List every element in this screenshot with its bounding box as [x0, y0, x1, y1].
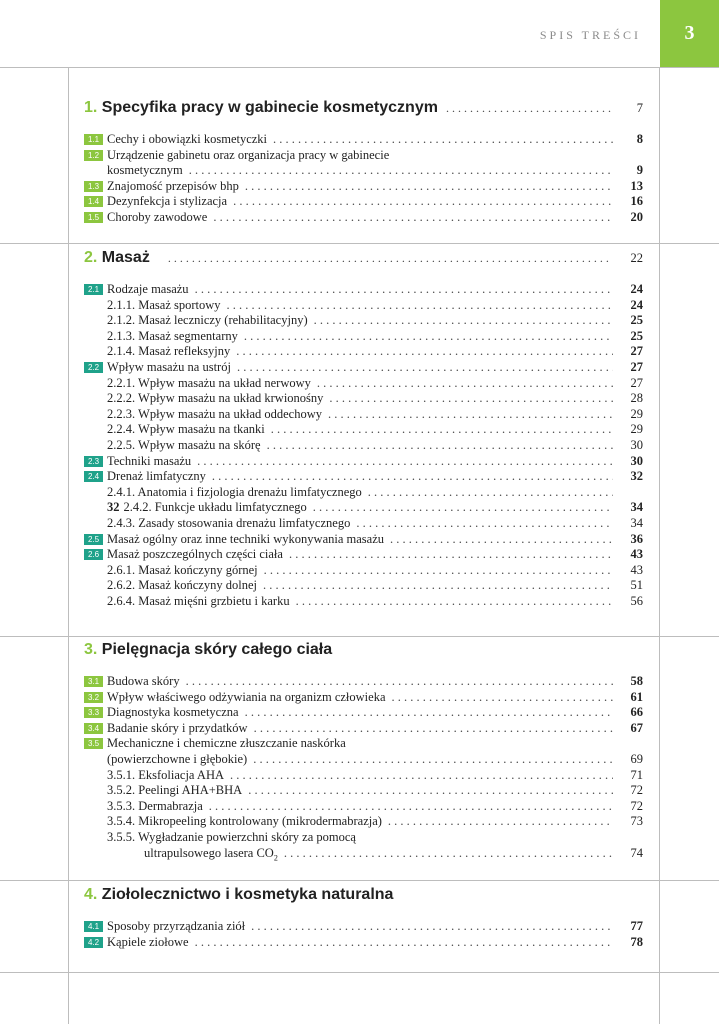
toc-entry[interactable]	[84, 782, 643, 798]
entry-title	[107, 312, 308, 328]
entry-text: 2.4.2. Funkcje układu limfatycznego	[123, 500, 307, 515]
entry-page: 71	[630, 767, 643, 782]
entry-title	[107, 546, 283, 562]
dot-leader	[264, 562, 613, 578]
entry-title	[107, 593, 290, 609]
entry-page: 27	[630, 344, 643, 359]
toc-entry[interactable]	[84, 209, 643, 225]
toc-entry[interactable]	[84, 178, 643, 194]
entry-title	[107, 577, 257, 593]
entry-title	[107, 281, 189, 297]
toc-entry[interactable]	[84, 813, 643, 829]
divider	[0, 972, 719, 973]
toc-entry[interactable]	[84, 499, 643, 515]
entry-title	[107, 782, 242, 798]
toc-entry[interactable]	[84, 437, 643, 453]
chapter-number: 4.	[84, 886, 98, 903]
chapter-page: 22	[630, 251, 643, 265]
entry-page: 9	[636, 163, 643, 178]
entry-text: 2.2.1. Wpływ masażu na układ nerwowy	[107, 375, 311, 390]
entry-title	[107, 813, 382, 829]
entry-page: 61	[630, 689, 643, 704]
dot-leader	[227, 297, 613, 313]
entry-text: 2.2.3. Wpływ masażu na układ oddechowy	[107, 406, 322, 421]
section-number-badge: 3.5	[84, 738, 103, 749]
subscript: 2	[273, 853, 278, 863]
entry-text: Badanie skóry i przydatków	[107, 720, 248, 735]
entry-text: 2.1.1. Masaż sportowy	[107, 297, 221, 312]
dot-leader	[195, 281, 613, 297]
entry-title	[107, 515, 350, 531]
divider	[0, 243, 719, 244]
toc-entry[interactable]	[84, 193, 643, 209]
dot-leader	[236, 343, 613, 359]
chapter-page: 7	[636, 101, 643, 115]
section-number-badge: 4.2	[84, 937, 103, 948]
entry-title	[107, 437, 261, 453]
entry-title	[107, 562, 258, 578]
entry-text: Dezynfekcja i stylizacja	[107, 194, 228, 209]
entry-text: 2.1.2. Masaż leczniczy (rehabilitacyjny)	[107, 313, 308, 328]
dot-leader	[254, 720, 613, 736]
toc-entry[interactable]	[84, 735, 643, 751]
entry-title	[107, 767, 224, 783]
dot-leader	[263, 577, 613, 593]
chapter-title: Masaż	[101, 249, 150, 266]
entry-page: 20	[630, 210, 643, 224]
dot-leader	[253, 751, 613, 767]
section-number-badge: 2.5	[84, 534, 103, 545]
chapter-title: Ziołolecznictwo i kosmetyka naturalna	[101, 886, 394, 903]
entry-page: 73	[630, 814, 643, 829]
entry-page: 77	[630, 919, 643, 933]
entry-text: 2.2.5. Wpływ masażu na skórę	[107, 438, 261, 452]
entry-page: 30	[630, 453, 643, 468]
toc-entry[interactable]	[84, 147, 643, 163]
entry-text: ultrapulsowego lasera CO	[144, 845, 274, 860]
dot-leader	[213, 209, 613, 225]
entry-title	[107, 918, 245, 934]
entry-title	[107, 209, 207, 225]
toc-entry[interactable]	[84, 328, 643, 344]
dot-leader	[356, 515, 613, 531]
entry-text: Sposoby przyrządzania ziół	[107, 919, 246, 933]
toc-entry[interactable]	[84, 720, 643, 736]
dot-leader	[317, 375, 613, 391]
entry-page: 32	[630, 469, 643, 484]
entry-title	[107, 375, 311, 391]
entry-text: Choroby zawodowe	[107, 210, 208, 224]
entry-title	[124, 499, 307, 515]
toc-entry[interactable]	[84, 515, 643, 531]
dot-leader	[329, 390, 613, 406]
entry-title	[107, 484, 362, 500]
entry-text: 2.6.1. Masaż kończyny górnej	[107, 562, 258, 577]
entry-text: Techniki masażu	[107, 453, 192, 468]
toc-entry[interactable]	[84, 767, 643, 783]
toc-entry[interactable]	[84, 593, 643, 609]
entry-prefix: 32	[107, 500, 120, 515]
toc-entry[interactable]	[84, 468, 643, 484]
entry-title	[107, 162, 183, 178]
dot-leader	[328, 406, 613, 422]
toc-entry[interactable]	[84, 406, 643, 422]
toc-entry[interactable]	[84, 312, 643, 328]
entry-text: Wpływ właściwego odżywiania na organizm człowieka	[107, 689, 386, 704]
dot-leader	[273, 131, 613, 147]
entry-text: 3.5.1. Eksfoliacja AHA	[107, 767, 224, 782]
entry-text: Rodzaje masażu	[107, 282, 189, 296]
toc-entry[interactable]	[84, 673, 643, 689]
toc-entry[interactable]	[84, 577, 643, 593]
entry-text: Diagnostyka kosmetyczna	[107, 705, 239, 720]
toc-entry[interactable]	[84, 918, 643, 934]
entry-title	[107, 720, 248, 736]
dot-leader	[368, 484, 613, 500]
toc-entry[interactable]	[84, 484, 643, 500]
entry-page: 43	[630, 562, 643, 577]
entry-page: 51	[630, 578, 643, 593]
entry-page: 43	[630, 547, 643, 562]
chapter-number: 3.	[84, 641, 98, 658]
chapter-heading[interactable]	[84, 641, 643, 659]
entry-title	[107, 704, 239, 720]
entry-text: 2.4.3. Zasady stosowania drenażu limfatycznego	[107, 516, 351, 530]
section-number-badge: 3.3	[84, 707, 103, 718]
chapter-title: Specyfika pracy w gabinecie kosmetycznym	[101, 99, 438, 116]
toc-entry[interactable]	[84, 359, 643, 375]
entry-page: 24	[630, 297, 643, 312]
entry-title	[107, 178, 239, 194]
toc-entry[interactable]	[84, 390, 643, 406]
entry-page: 13	[630, 178, 643, 193]
entry-text: Znajomość przepisów bhp	[107, 178, 239, 193]
entry-page: 29	[630, 406, 643, 421]
entry-page: 69	[630, 752, 643, 766]
dot-leader	[212, 468, 613, 484]
entry-text: kosmetycznym	[107, 163, 183, 178]
entry-title	[107, 193, 227, 209]
entry-text: 3.5.4. Mikropeeling kontrolowany (mikrodermabrazja)	[107, 814, 382, 829]
entry-text: Urządzenie gabinetu oraz organizacja pracy w gabinecie	[107, 147, 390, 162]
dot-leader	[296, 593, 613, 609]
dot-leader	[388, 813, 613, 829]
dot-leader	[189, 162, 613, 178]
dot-leader	[186, 673, 613, 689]
entry-title	[107, 531, 384, 547]
entry-page: 24	[630, 282, 643, 296]
entry-text: 2.2.2. Wpływ masażu na układ krwionośny	[107, 391, 324, 406]
toc-entry[interactable]	[84, 689, 643, 705]
entry-page: 34	[630, 516, 643, 530]
toc-entry[interactable]	[84, 297, 643, 313]
entry-title	[107, 421, 265, 437]
toc-entry[interactable]	[84, 131, 643, 147]
entry-text: 3.5.5. Wygładzanie powierzchni skóry za pomocą	[107, 830, 356, 844]
toc-entry[interactable]	[84, 546, 643, 562]
toc-entry[interactable]	[84, 798, 643, 814]
entry-title	[107, 934, 189, 950]
entry-title	[107, 689, 386, 705]
chapter-number: 2.	[84, 249, 98, 266]
entry-page: 74	[630, 845, 643, 860]
dot-leader	[233, 193, 613, 209]
entry-text: 3.5.3. Dermabrazja	[107, 798, 203, 813]
entry-page: 58	[630, 674, 643, 688]
divider	[0, 636, 719, 637]
entry-title	[107, 328, 238, 344]
entry-page: 27	[630, 375, 643, 390]
toc-entry[interactable]	[84, 829, 643, 845]
entry-page: 78	[630, 934, 643, 949]
toc-entry[interactable]	[84, 531, 643, 547]
entry-title	[107, 829, 356, 845]
toc-entry[interactable]	[84, 562, 643, 578]
dot-leader	[245, 704, 613, 720]
entry-text: Cechy i obowiązki kosmetyczki	[107, 132, 268, 146]
entry-page: 72	[630, 798, 643, 813]
dot-leader	[230, 767, 613, 783]
entry-text: 2.1.4. Masaż refleksyjny	[107, 344, 231, 359]
dot-leader	[244, 328, 613, 344]
entry-page: 56	[630, 594, 643, 608]
entry-title	[107, 453, 191, 469]
entry-page: 29	[630, 422, 643, 437]
dot-leader	[195, 934, 613, 950]
toc-entry[interactable]	[84, 421, 643, 437]
entry-page: 36	[630, 531, 643, 546]
dot-leader	[248, 782, 613, 798]
entry-page: 27	[630, 360, 643, 374]
chapter-heading[interactable]	[84, 249, 643, 267]
margin-line-left	[68, 68, 69, 1024]
entry-text: Wpływ masażu na ustrój	[107, 360, 231, 374]
dot-leader	[289, 546, 613, 562]
entry-text: Kąpiele ziołowe	[107, 934, 189, 949]
toc-entry[interactable]	[84, 343, 643, 359]
entry-text: Drenaż limfatyczny	[107, 469, 206, 484]
entry-title	[107, 343, 230, 359]
toc-entry[interactable]	[84, 375, 643, 391]
entry-text: 2.4.1. Anatomia i fizjologia drenażu limfatycznego	[107, 484, 362, 499]
entry-title	[107, 468, 206, 484]
toc-entry[interactable]	[84, 162, 643, 178]
dot-leader	[392, 689, 614, 705]
entry-page: 25	[630, 313, 643, 328]
entry-text: 2.6.2. Masaż kończyny dolnej	[107, 578, 257, 593]
entry-text: 2.6.4. Masaż mięśni grzbietu i karku	[107, 594, 290, 608]
entry-title	[107, 798, 203, 814]
section-number-badge: 2.3	[84, 456, 103, 467]
entry-text: Budowa skóry	[107, 674, 180, 688]
entry-text: 2.1.3. Masaż segmentarny	[107, 328, 238, 343]
entry-text: Masaż poszczególnych części ciała	[107, 547, 283, 562]
entry-page: 28	[630, 391, 643, 406]
section-number-badge: 2.4	[84, 471, 103, 482]
entry-page: 34	[630, 500, 643, 515]
dot-leader	[271, 421, 613, 437]
section-number-badge: 3.4	[84, 723, 103, 734]
entry-title	[107, 751, 247, 767]
chapter-heading[interactable]	[84, 886, 643, 904]
dot-leader	[390, 531, 613, 547]
entry-title	[107, 131, 267, 147]
toc-entry[interactable]	[84, 453, 643, 469]
running-header: SPIS TREŚCI	[539, 28, 641, 42]
dot-leader	[313, 499, 613, 515]
entry-text: (powierzchowne i głębokie)	[107, 752, 248, 766]
section-number-badge: 2.1	[84, 284, 103, 295]
section-number-badge: 1.1	[84, 134, 103, 145]
entry-page: 30	[630, 438, 643, 452]
page-number: 3	[660, 0, 719, 67]
dot-leader	[251, 918, 613, 934]
entry-text: 3.5.2. Peelingi AHA+BHA	[107, 783, 243, 798]
toc-entry[interactable]	[84, 751, 643, 767]
section-number-badge: 1.5	[84, 212, 103, 223]
section-number-badge: 1.4	[84, 196, 103, 207]
entry-text: Mechaniczne i chemiczne złuszczanie naskórka	[107, 736, 346, 751]
entry-title	[107, 359, 231, 375]
entry-page: 66	[630, 705, 643, 720]
entry-title	[144, 845, 278, 867]
dot-leader	[446, 101, 611, 116]
entry-title	[107, 297, 221, 313]
toc-entry[interactable]	[84, 934, 643, 950]
entry-title	[107, 673, 180, 689]
dot-leader	[197, 453, 613, 469]
section-number-badge: 2.2	[84, 362, 103, 373]
section-number-badge: 1.3	[84, 181, 103, 192]
dot-leader	[237, 359, 613, 375]
dot-leader	[168, 251, 611, 266]
dot-leader	[284, 845, 613, 861]
entry-title	[107, 390, 323, 406]
section-number-badge: 2.6	[84, 549, 103, 560]
entry-page: 72	[630, 783, 643, 798]
dot-leader	[209, 798, 613, 814]
toc-entry[interactable]	[84, 704, 643, 720]
section-number-badge: 1.2	[84, 150, 103, 161]
entry-page: 16	[630, 194, 643, 209]
dot-leader	[245, 178, 613, 194]
entry-title	[107, 406, 322, 422]
entry-text: Masaż ogólny oraz inne techniki wykonywania masażu	[107, 531, 384, 546]
dot-leader	[314, 312, 613, 328]
chapter-heading[interactable]	[84, 99, 643, 117]
entry-text: 2.2.4. Wpływ masażu na tkanki	[107, 422, 265, 437]
divider	[0, 67, 719, 68]
section-number-badge: 4.1	[84, 921, 103, 932]
chapter-number: 1.	[84, 99, 98, 116]
entry-title	[107, 147, 389, 163]
divider	[0, 880, 719, 881]
toc-entry[interactable]	[84, 281, 643, 297]
entry-page: 67	[630, 720, 643, 735]
entry-page: 25	[630, 328, 643, 343]
entry-title	[107, 735, 346, 751]
margin-line-right	[659, 68, 660, 1024]
section-number-badge: 3.1	[84, 676, 103, 687]
section-number-badge: 3.2	[84, 692, 103, 703]
chapter-title: Pielęgnacja skóry całego ciała	[101, 641, 333, 658]
entry-page: 8	[636, 132, 643, 146]
dot-leader	[267, 437, 613, 453]
toc-entry[interactable]	[84, 845, 643, 861]
